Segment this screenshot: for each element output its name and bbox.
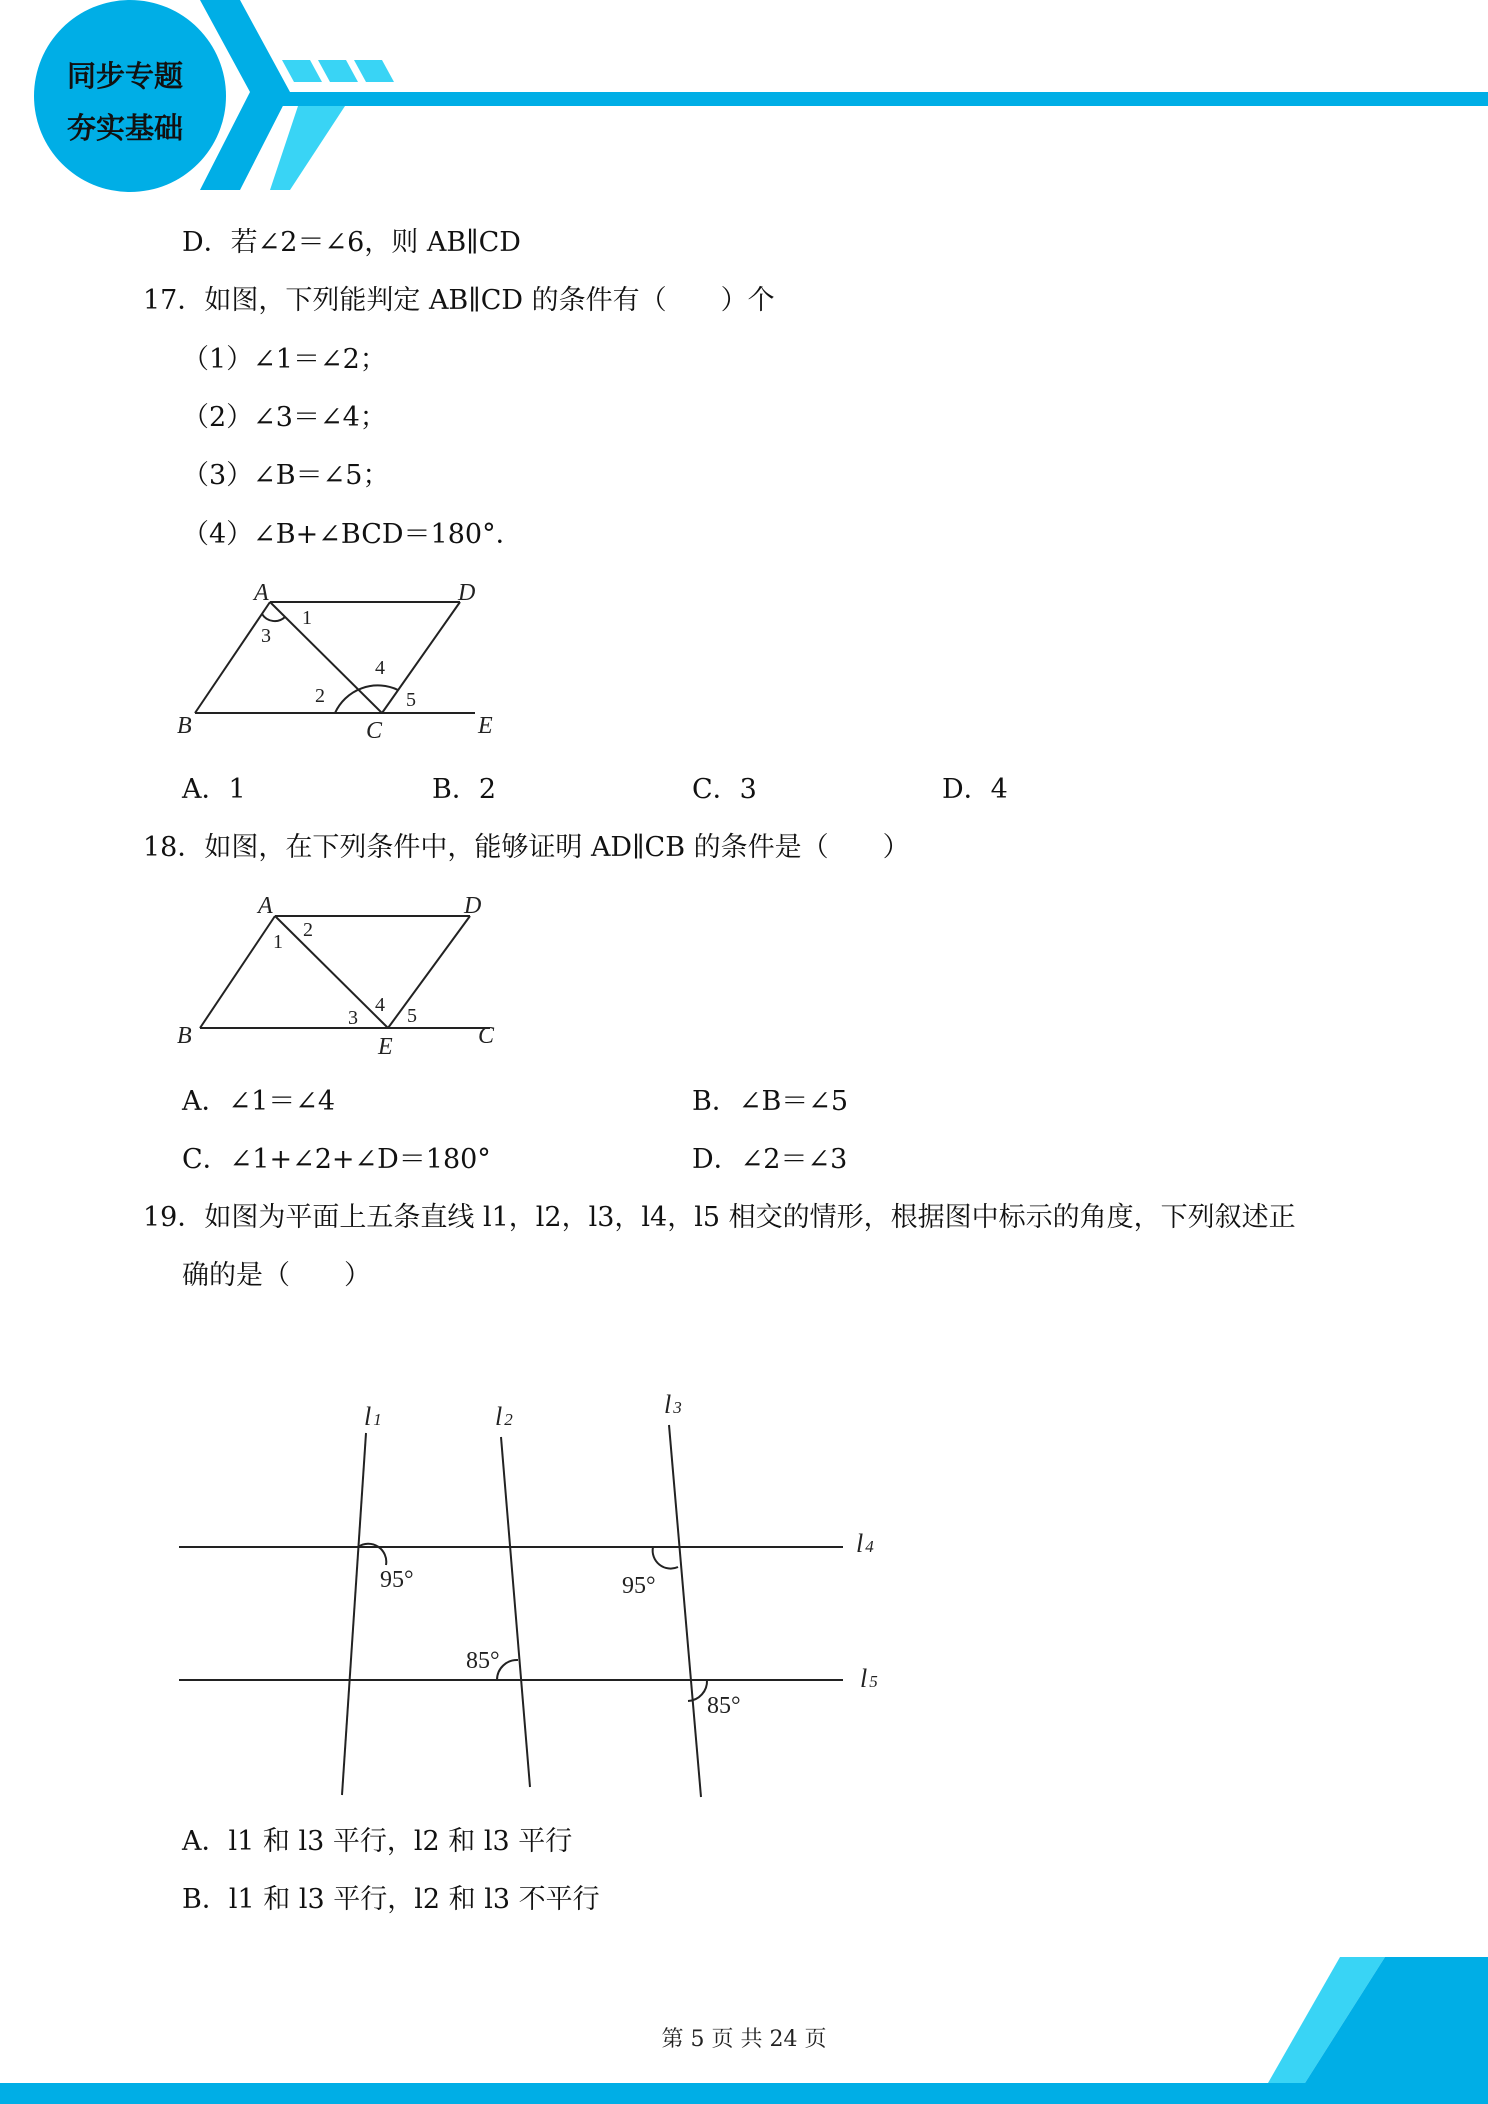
q19-label-l5: l 5 [860, 1664, 878, 1693]
q19-angle-85-lower: 85° [707, 1693, 741, 1719]
q19-option-a: A．l1 和 l3 平行，l2 和 l3 平行 [182, 1826, 573, 1857]
q17-option-c: C．3 [692, 774, 757, 805]
q18-angle-3: 3 [348, 1007, 358, 1029]
q17-condition-1: （1）∠1＝∠2； [182, 344, 387, 375]
q19-label-l4: l 4 [856, 1529, 874, 1558]
header-badge [40, 50, 210, 154]
q19-label-l1: l 1 [364, 1402, 382, 1431]
q19-label-l3: l 3 [664, 1390, 682, 1419]
q17-angle-4: 4 [375, 657, 385, 679]
q17-label-b: B [177, 713, 192, 739]
q18-option-d: D．∠2＝∠3 [692, 1144, 848, 1175]
q19-option-b: B．l1 和 l3 平行，l2 和 l3 不平行 [182, 1884, 600, 1915]
q18-label-b: B [177, 1023, 192, 1049]
q17-label-d: D [458, 580, 476, 606]
q18-label-c: C [478, 1023, 495, 1049]
q18-option-b: B．∠B＝∠5 [692, 1086, 849, 1117]
q19-figure [170, 1375, 910, 1815]
q17-angle-3: 3 [261, 625, 271, 647]
q17-label-e: E [478, 713, 493, 739]
q19-angle-95-left: 95° [380, 1567, 414, 1593]
q19-label-l2: l 2 [495, 1402, 513, 1431]
q18-option-c: C．∠1+∠2+∠D＝180° [182, 1144, 491, 1175]
q17-condition-2: （2）∠3＝∠4； [182, 402, 387, 433]
q18-label-e: E [378, 1034, 393, 1060]
q19-angle-85-upper: 85° [466, 1648, 500, 1674]
q17-condition-3: （3）∠B＝∠5； [182, 460, 390, 491]
q18-angle-1: 1 [273, 931, 283, 953]
q17-option-d: D．4 [942, 774, 1008, 805]
badge-line-1: 同步专题 [66, 59, 183, 93]
q17-figure [170, 570, 510, 750]
q18-figure [170, 885, 510, 1065]
q17-option-a: A．1 [182, 774, 246, 805]
q18-label-d: D [464, 893, 482, 919]
badge-line-2: 夯实基础 [66, 111, 183, 145]
q19-angle-95-right: 95° [622, 1573, 656, 1599]
q19-stem-line-1: 19．如图为平面上五条直线 l1，l2，l3，l4，l5 相交的情形，根据图中标示的角度，下列叙述正 [143, 1202, 1296, 1233]
q18-option-a: A．∠1＝∠4 [182, 1086, 336, 1117]
q18-angle-4: 4 [375, 994, 385, 1016]
footer-decoration [0, 1955, 1488, 2104]
q18-label-a: A [258, 893, 273, 919]
q16-option-d: D．若∠2＝∠6，则 AB∥CD [182, 227, 521, 258]
q18-angle-2: 2 [303, 919, 313, 941]
q17-stem: 17．如图，下列能判定 AB∥CD 的条件有（ ）个 [143, 285, 775, 316]
page-number: 第 5 页 共 24 页 [661, 2027, 827, 2052]
q18-angle-5: 5 [407, 1005, 417, 1027]
header-banner [0, 0, 1488, 200]
q17-angle-5: 5 [406, 689, 416, 711]
q18-stem: 18．如图，在下列条件中，能够证明 AD∥CB 的条件是（ ） [143, 832, 910, 863]
q19-stem-line-2: 确的是（ ） [182, 1260, 371, 1291]
q17-label-c: C [366, 718, 383, 744]
q17-label-a: A [254, 580, 269, 606]
q17-angle-1: 1 [302, 607, 312, 629]
q17-angle-2: 2 [315, 685, 325, 707]
q17-option-b: B．2 [432, 774, 497, 805]
q17-condition-4: （4）∠B+∠BCD＝180°． [182, 519, 523, 550]
